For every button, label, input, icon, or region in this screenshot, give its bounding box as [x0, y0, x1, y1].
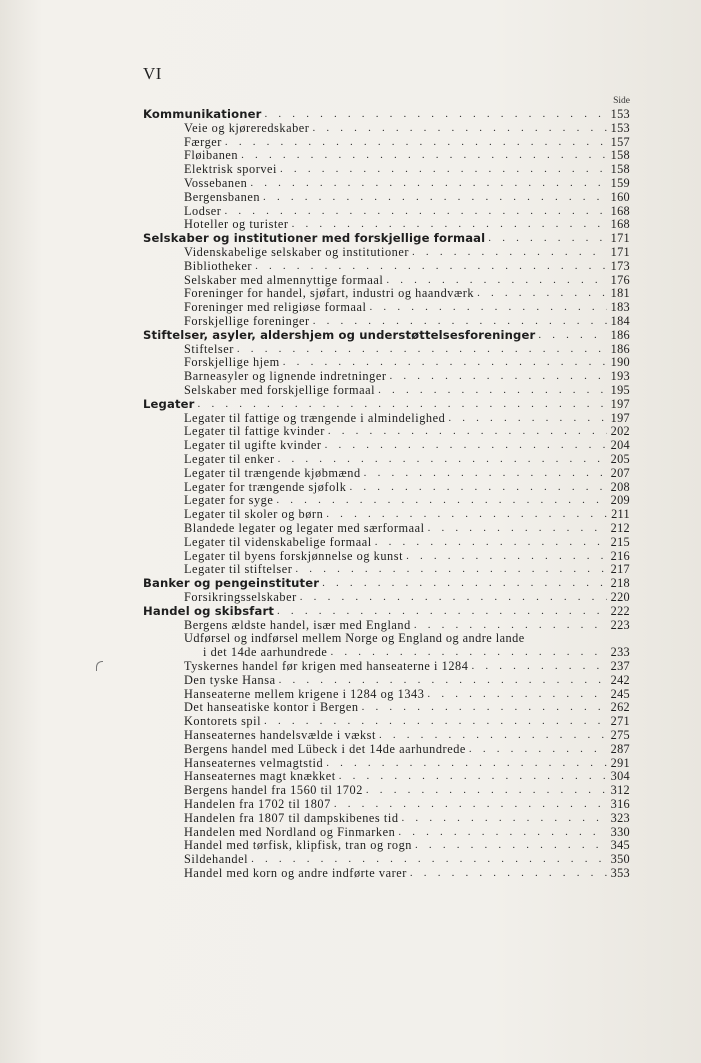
dot-leader [322, 576, 607, 590]
toc-entry-title: Hanseaternes magt knækket [184, 769, 336, 784]
toc-page-number: 158 [610, 162, 630, 177]
toc-entry [184, 452, 630, 466]
page-number: VI [143, 64, 162, 83]
toc-entry [184, 245, 630, 259]
toc-page-number: 271 [610, 714, 630, 729]
dot-leader [325, 438, 607, 452]
toc-section-heading [143, 604, 630, 618]
toc-page-number: 208 [610, 479, 630, 494]
toc-entry [184, 700, 630, 714]
toc-entry [184, 631, 630, 645]
toc-section-heading [143, 576, 630, 590]
toc-entry [184, 369, 630, 383]
toc-entry-title: Bergensbanen [184, 189, 261, 204]
toc-page-number: 153 [610, 107, 630, 121]
dot-leader [398, 825, 607, 839]
toc-page-number: 212 [610, 521, 630, 535]
toc-entry [184, 424, 630, 438]
toc-entry-title: Selskaber med almennyttige formaal [184, 272, 384, 287]
toc-entry [184, 176, 630, 190]
toc-entry-title: Legater for syge [184, 493, 274, 508]
toc-entry-title: Forskjellige foreninger [184, 314, 310, 328]
toc-page-number: 197 [610, 410, 630, 425]
dot-leader [326, 756, 607, 770]
toc-entry [184, 549, 630, 563]
toc-page-number: 157 [610, 134, 630, 149]
toc-page-number: 186 [610, 341, 630, 356]
dot-leader [278, 452, 607, 466]
dot-leader [326, 507, 607, 521]
side-column-label: Side [613, 96, 630, 106]
toc-entry-title: Sildehandel [184, 852, 249, 867]
toc-entry [184, 742, 630, 756]
dot-leader [364, 466, 607, 480]
toc-entry [184, 204, 630, 218]
toc-entry [184, 259, 630, 273]
toc-page-number: 262 [610, 700, 630, 715]
dot-leader [389, 369, 607, 383]
toc-entry-title: Forsikringsselskaber [184, 590, 297, 604]
dot-leader [263, 190, 607, 204]
toc-entry [184, 687, 630, 701]
toc-entry-title: Legater [143, 396, 195, 411]
dot-leader [295, 562, 607, 576]
toc-page-number: 242 [610, 672, 630, 687]
toc-entry [184, 769, 630, 783]
toc-entry-title: Kommunikationer [143, 107, 262, 121]
toc-page-number: 184 [610, 314, 630, 328]
toc-page-number: 205 [610, 452, 630, 466]
toc-page-number: 291 [610, 755, 630, 770]
toc-entry [184, 135, 630, 149]
dot-leader [264, 714, 607, 728]
dot-leader [250, 176, 607, 190]
toc-page-number: 153 [610, 120, 630, 135]
toc-entry [203, 645, 630, 659]
toc-page-number: 181 [610, 286, 630, 301]
dot-leader [300, 590, 607, 604]
dot-leader [370, 300, 607, 314]
toc-page-number: 168 [610, 203, 630, 218]
toc-page-number: 190 [610, 355, 630, 370]
toc-page-number: 223 [610, 617, 630, 632]
toc-page-number: 323 [610, 810, 630, 825]
toc-page-number: 312 [610, 783, 630, 798]
toc-entry [184, 438, 630, 452]
toc-entry [184, 314, 630, 328]
dot-leader [237, 342, 607, 356]
toc-entry-title: Lodser [184, 203, 222, 218]
toc-entry-title: Handelen fra 1807 til dampskibenes tid [184, 810, 399, 825]
dot-leader [277, 604, 607, 618]
toc-page-number: 350 [610, 852, 630, 867]
toc-entry-title: Stiftelser, asyler, aldershjem og understøttelsesforeninger [143, 327, 536, 342]
toc-entry-title: Handel med tørfisk, klipfisk, tran og rogn [184, 838, 413, 853]
dot-leader [349, 480, 607, 494]
dot-leader [448, 411, 607, 425]
toc-entry [184, 521, 630, 535]
toc-entry-title: Legater til skoler og børn [184, 507, 324, 522]
toc-entry [184, 852, 630, 866]
toc-entry [184, 190, 630, 204]
toc-entry-title: Handelen med Nordland og Finmarken [184, 824, 396, 839]
toc-page-number: 217 [610, 562, 630, 577]
dot-leader [378, 383, 607, 397]
toc-entry [184, 217, 630, 231]
dot-leader [469, 742, 607, 756]
toc-entry-title: Tyskernes handel før krigen med hanseaterne i 1284 [184, 659, 469, 673]
toc-page-number: 183 [610, 300, 630, 315]
toc-entry-title: Banker og pengeinstituter [143, 576, 320, 591]
dot-leader [265, 107, 608, 121]
toc-page-number: 233 [610, 645, 630, 660]
toc-page-number: 345 [610, 838, 630, 853]
toc-entry [184, 480, 630, 494]
toc-page-number: 168 [610, 217, 630, 232]
toc-entry [184, 673, 630, 687]
toc-entry [184, 383, 630, 397]
dot-leader [198, 397, 607, 411]
dot-leader [241, 148, 607, 162]
dot-leader [330, 645, 607, 659]
toc-entry-title: Selskaber og institutioner med forskjellige formaal [143, 231, 486, 246]
toc-entry-title: Færger [184, 134, 222, 149]
dot-leader [224, 204, 607, 218]
toc-entry-title: Legater til stiftelser [184, 562, 293, 577]
toc-page-number: 222 [610, 603, 630, 618]
toc-page-number: 171 [610, 231, 630, 246]
toc-entry-title: Forskjellige hjem [184, 355, 280, 370]
toc-entry-title: Bergens handel fra 1560 til 1702 [184, 783, 363, 798]
toc-entry [184, 355, 630, 369]
dot-leader [379, 728, 607, 742]
toc-entry [184, 728, 630, 742]
toc-entry [184, 148, 630, 162]
toc-entry [184, 659, 630, 673]
toc-entry-title: Hoteller og turister [184, 217, 289, 232]
toc-entry-title: Legater til fattige og trængende i almindelighed [184, 410, 446, 425]
dot-leader [428, 521, 607, 535]
toc-entry [184, 411, 630, 425]
toc-entry-title: Legater til byens forskjønnelse og kunst [184, 548, 404, 563]
toc-entry-title: Bibliotheker [184, 258, 253, 273]
toc-entry-title: Vossebanen [184, 176, 248, 190]
dot-leader [406, 549, 607, 563]
toc-entry [184, 507, 630, 521]
toc-entry [184, 714, 630, 728]
toc-entry-title: Videnskabelige selskaber og institutioner [184, 245, 410, 259]
toc-page-number: 158 [610, 148, 630, 163]
toc-page-number: 171 [610, 245, 630, 259]
toc-entry-title: Legater til videnskabelige formaal [184, 534, 372, 549]
toc-entry-title: Bergens handel med Lübeck i det 14de aarhundrede [184, 741, 466, 756]
toc-section-heading [143, 397, 630, 411]
toc-entry [184, 562, 630, 576]
dot-leader [471, 659, 607, 673]
toc-entry-title: Handelen fra 1702 til 1807 [184, 797, 331, 811]
toc-section-heading [143, 328, 630, 342]
dot-leader [366, 783, 607, 797]
toc-entry-title: Fløibanen [184, 148, 239, 163]
toc-page-number: 202 [610, 424, 630, 439]
toc-page-number: 237 [610, 659, 630, 673]
toc-entry-title: Foreninger for handel, sjøfart, industri og haandværk [184, 286, 475, 301]
dot-leader [312, 121, 607, 135]
dot-leader [225, 135, 607, 149]
toc-page-number: 218 [610, 576, 630, 591]
toc-entry-title: Den tyske Hansa [184, 672, 276, 687]
toc-entry-title: i det 14de aarhundrede [203, 645, 328, 660]
dot-leader [334, 797, 607, 811]
toc-entry [184, 618, 630, 632]
toc-entry [184, 797, 630, 811]
toc-entry [184, 811, 630, 825]
dot-leader [415, 838, 607, 852]
toc-entry [184, 286, 630, 300]
dot-leader [410, 866, 607, 880]
dot-leader [414, 618, 607, 632]
toc-entry-title: Stiftelser [184, 341, 234, 356]
toc-page-number: 353 [610, 866, 630, 880]
toc-entry-title: Hanseaternes handelsvælde i vækst [184, 728, 376, 742]
toc-page-number: 287 [610, 741, 630, 756]
toc-entry-title: Barneasyler og lignende indretninger [184, 369, 387, 384]
toc-entry [184, 783, 630, 797]
toc-entry-title: Legater til ugifte kvinder [184, 438, 322, 453]
toc-entry [184, 162, 630, 176]
toc-page-number: 197 [610, 396, 630, 411]
toc-page-number: 316 [610, 797, 630, 811]
toc-entry [184, 756, 630, 770]
toc-entry-title: Hanseaterne mellem krigene i 1284 og 1343 [184, 686, 425, 701]
toc-entry [184, 866, 630, 880]
toc-entry-title: Legater til enker [184, 452, 275, 466]
toc-entry-title: Hanseaternes velmagtstid [184, 755, 324, 770]
toc-entry-title: Handel og skibsfart [143, 603, 275, 618]
toc-entry-title: Kontorets spil [184, 714, 262, 729]
toc-page-number: 211 [611, 507, 630, 522]
toc-page-number: 304 [610, 769, 630, 784]
toc-entry-title: Handel med korn og andre indførte varer [184, 866, 407, 880]
toc-entry-title: Blandede legater og legater med særformaal [184, 521, 425, 535]
toc-page-number: 159 [610, 176, 630, 190]
toc-entry [184, 493, 630, 507]
dot-leader [386, 273, 607, 287]
toc-entry [184, 121, 630, 135]
toc-entry [184, 273, 630, 287]
toc-page-number: 193 [610, 369, 630, 384]
dot-leader [313, 314, 607, 328]
toc-entry-title: Det hanseatiske kontor i Bergen [184, 700, 359, 715]
toc-page-number: 186 [610, 327, 630, 342]
toc-entry [184, 590, 630, 604]
toc-entry-title: Foreninger med religiøse formaal [184, 300, 367, 315]
toc-section-heading [143, 107, 630, 121]
dot-leader [328, 424, 607, 438]
toc-page-number: 220 [610, 590, 630, 604]
dot-leader [402, 811, 607, 825]
toc-entry-title: Udførsel og indførsel mellem Norge og England og andre lande [184, 631, 525, 646]
toc-entry [184, 838, 630, 852]
toc-page-number: 216 [610, 548, 630, 563]
dot-leader [412, 245, 607, 259]
toc-page-number: 173 [610, 258, 630, 273]
toc-page-number: 195 [610, 383, 630, 397]
toc-section-heading [143, 231, 630, 245]
toc-page-number: 176 [610, 272, 630, 287]
dot-leader [538, 328, 607, 342]
dot-leader [488, 231, 607, 245]
toc-entry-title: Veie og kjøreredskaber [184, 120, 310, 135]
toc-entry-title: Legater for trængende sjøfolk [184, 479, 347, 494]
toc-page-number: 204 [610, 438, 630, 453]
dot-leader [255, 259, 607, 273]
dot-leader [292, 217, 607, 231]
dot-leader [280, 162, 607, 176]
dot-leader [362, 700, 607, 714]
paper-mark [96, 661, 103, 671]
dot-leader [283, 355, 607, 369]
dot-leader [339, 769, 607, 783]
toc-page-number: 330 [610, 824, 630, 839]
toc-entry-title: Legater til trængende kjøbmænd [184, 465, 361, 480]
toc-page-number: 245 [610, 686, 630, 701]
toc-entry [184, 300, 630, 314]
dot-leader [477, 286, 607, 300]
toc-entry [184, 535, 630, 549]
toc-page-number: 215 [610, 534, 630, 549]
toc-entry [184, 466, 630, 480]
toc-page-number: 160 [610, 189, 630, 204]
toc-entry-title: Elektrisk sporvei [184, 162, 278, 177]
dot-leader [375, 535, 607, 549]
toc-entry-title: Selskaber med forskjellige formaal [184, 383, 376, 397]
toc-page-number: 209 [610, 493, 630, 508]
toc-entry [184, 825, 630, 839]
dot-leader [279, 673, 607, 687]
toc-entry-title: Bergens ældste handel, især med England [184, 617, 411, 632]
toc-entry [184, 342, 630, 356]
toc-page-number: 207 [610, 465, 630, 480]
dot-leader [251, 852, 607, 866]
toc-entry-title: Legater til fattige kvinder [184, 424, 325, 439]
dot-leader [276, 493, 607, 507]
toc-page-number: 275 [610, 728, 630, 742]
dot-leader [427, 687, 607, 701]
